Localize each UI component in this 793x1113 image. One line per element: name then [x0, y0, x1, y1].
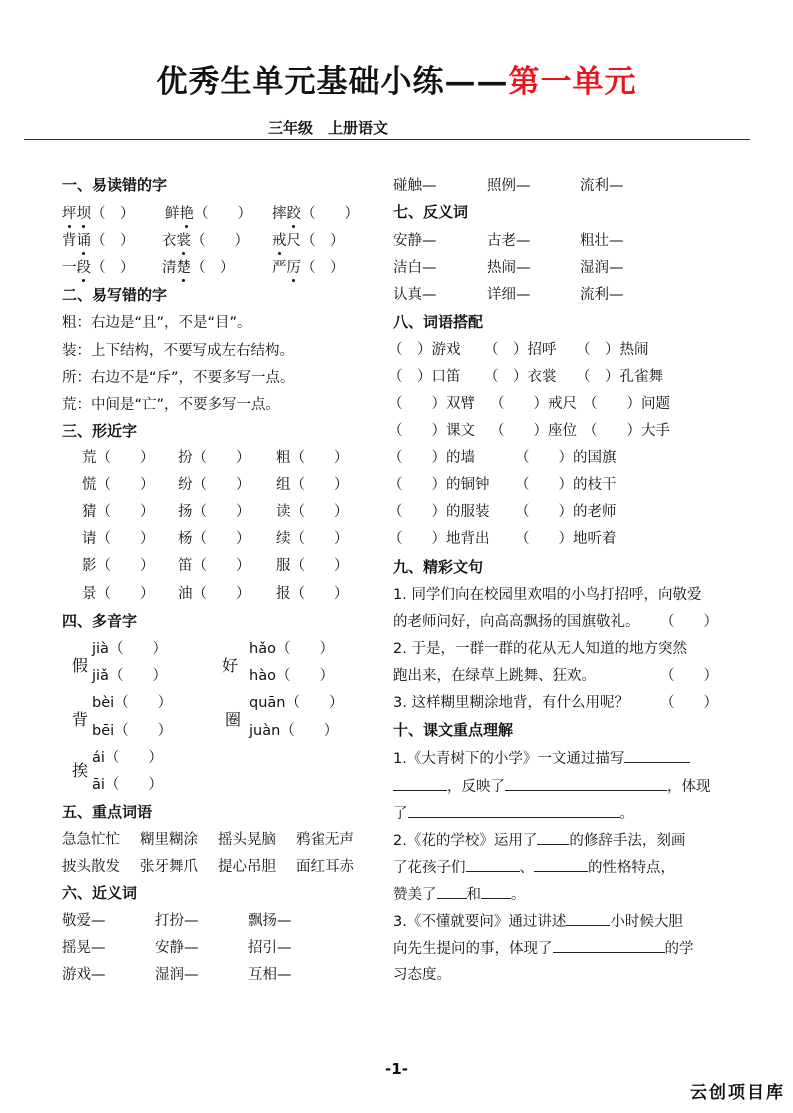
s8-cell: （ ）双臂 — [388, 396, 475, 412]
s10-q3-line1 — [393, 909, 683, 931]
s7-word: 认真— — [393, 287, 437, 303]
s2-line: 所：右边不是“斥”，不要多写一点。 — [62, 370, 295, 386]
poly-char: 假 — [72, 656, 89, 675]
s8-cell: （ ）的老师 — [515, 504, 617, 520]
s3-cell: 纷（ ） — [178, 477, 251, 493]
s8-cell: （ ）戒尺 — [490, 396, 577, 412]
section-3-heading: 三、形近字 — [62, 422, 138, 440]
s3-cell: 组（ ） — [276, 477, 349, 493]
subtitle: 三年级 上册语文 — [268, 119, 389, 137]
s1-item-9 — [272, 256, 345, 277]
blank: （ ） — [301, 233, 345, 249]
char: 厉 — [287, 256, 302, 277]
text: 小时候大胆 — [610, 914, 683, 930]
s8-cell: （ ）大手 — [583, 423, 670, 439]
section-10-heading: 十、课文重点理解 — [393, 721, 514, 739]
char: 一 — [62, 260, 77, 276]
s6-word: 流利— — [580, 178, 624, 194]
poly-reading: āi（ ） — [92, 777, 163, 793]
text: 的性格特点， — [588, 860, 675, 876]
s1-item-6 — [272, 229, 345, 250]
s7-word: 热闹— — [487, 260, 531, 276]
text: 了花孩子们 — [393, 860, 466, 876]
s1-item-5 — [162, 229, 249, 250]
s3-cell: 粗（ ） — [276, 450, 349, 466]
title-main: 优秀生单元基础小练—— — [156, 64, 509, 100]
s6-word: 安静— — [155, 940, 199, 956]
blank: （ ） — [91, 260, 135, 276]
s9-text: 1. 同学们向在校园里欢唱的小鸟打招呼，向敬爱 — [393, 587, 702, 603]
text: 、 — [519, 860, 534, 876]
s7-word: 安静— — [393, 233, 437, 249]
poly-char: 好 — [222, 656, 239, 675]
s3-cell: 服（ ） — [276, 558, 349, 574]
page-title — [0, 56, 793, 101]
section-6-heading: 六、近义词 — [62, 884, 138, 902]
poly-reading: hǎo（ ） — [249, 641, 334, 657]
s10-q1-line2 — [393, 774, 711, 796]
s7-word: 粗壮— — [580, 233, 624, 249]
s8-cell: （ ）的铜钟 — [388, 477, 490, 493]
text: 向先生提问的事，体现了 — [393, 941, 553, 957]
s9-text: 的老师问好，向高高飘扬的国旗敬礼。 — [393, 614, 640, 630]
text: 和 — [466, 887, 481, 903]
section-4-heading: 四、多音字 — [62, 612, 138, 630]
answer-line[interactable] — [408, 801, 620, 818]
s8-cell: （ ）衣裳 — [484, 369, 557, 385]
char: 艳 — [180, 202, 195, 223]
char: 坝 — [77, 202, 92, 223]
s3-cell: 慌（ ） — [82, 477, 155, 493]
blank: （ ） — [301, 260, 345, 276]
text: ，反映了 — [447, 779, 505, 795]
char: 鲜 — [165, 206, 180, 222]
char: 戒 — [272, 229, 287, 250]
s7-word: 详细— — [487, 287, 531, 303]
s3-cell: 景（ ） — [82, 586, 155, 602]
s10-q2-line3 — [393, 882, 526, 904]
s8-cell: （ ）的枝干 — [515, 477, 617, 493]
s2-line: 荒：中间是“亡”，不要多写一点。 — [62, 397, 281, 413]
text: 了 — [393, 806, 408, 822]
poly-char: 背 — [72, 710, 89, 729]
s8-cell: （ ）口笛 — [388, 369, 461, 385]
s6-word: 照例— — [487, 178, 531, 194]
s5-word: 面红耳赤 — [296, 859, 354, 875]
section-5-heading: 五、重点词语 — [62, 803, 153, 821]
char: 严 — [272, 260, 287, 276]
s6-word: 游戏— — [62, 967, 106, 983]
s5-word: 披头散发 — [62, 859, 120, 875]
s6-word: 飘扬— — [248, 913, 292, 929]
s8-cell: （ ）孔雀舞 — [576, 369, 663, 385]
s7-word: 洁白— — [393, 260, 437, 276]
poly-reading: jià（ ） — [92, 641, 167, 657]
s8-cell: （ ）的墙 — [388, 450, 475, 466]
page-number: -1- — [385, 1060, 408, 1078]
s9-text: 跑出来，在绿草上跳舞、狂欢。 — [393, 668, 596, 684]
s9-answer-blank: （ ） — [660, 695, 718, 711]
answer-line[interactable] — [466, 855, 520, 872]
s9-text: 2. 于是，一群一群的花从无人知道的地方突然 — [393, 641, 687, 657]
s3-cell: 油（ ） — [178, 586, 251, 602]
char: 衣 — [162, 233, 177, 249]
s9-text: 3. 这样糊里糊涂地背，有什么用呢？ — [393, 695, 629, 711]
s3-cell: 荒（ ） — [82, 450, 155, 466]
s3-cell: 杨（ ） — [178, 531, 251, 547]
blank: （ ） — [91, 233, 135, 249]
s6-word: 敬爱— — [62, 913, 106, 929]
blank: （ ） — [191, 233, 249, 249]
answer-line[interactable] — [534, 855, 588, 872]
answer-line[interactable] — [624, 746, 690, 763]
s6-word: 打扮— — [155, 913, 199, 929]
char: 清 — [162, 260, 177, 276]
s1-item-1 — [62, 202, 135, 223]
title-highlight: 第一单元 — [508, 64, 637, 100]
answer-line[interactable] — [437, 882, 467, 899]
blank: （ ） — [301, 206, 359, 222]
s6-word: 碰触— — [393, 178, 437, 194]
text: 的修辞手法，刻画 — [569, 833, 686, 849]
s8-cell: （ ）的服装 — [388, 504, 490, 520]
char: 坪 — [62, 202, 77, 223]
text: 1.《大青树下的小学》一文通过描写 — [393, 751, 625, 767]
char: 摔 — [272, 206, 287, 222]
s5-word: 糊里糊涂 — [140, 832, 198, 848]
answer-line[interactable] — [537, 828, 569, 845]
char: 裳 — [177, 229, 192, 250]
text: 赞美了 — [393, 887, 437, 903]
s3-cell: 续（ ） — [276, 531, 349, 547]
s1-item-4 — [62, 229, 135, 250]
char: 诵 — [77, 229, 92, 250]
section-1-heading: 一、易读错的字 — [62, 176, 168, 194]
poly-reading: ái（ ） — [92, 750, 163, 766]
s6-word: 互相— — [248, 967, 292, 983]
header-divider — [24, 139, 750, 140]
answer-line[interactable] — [481, 882, 511, 899]
poly-char: 圈 — [225, 710, 242, 729]
s6-word: 摇晃— — [62, 940, 106, 956]
answer-line[interactable] — [393, 774, 447, 791]
s6-word: 招引— — [248, 940, 292, 956]
s7-word: 流利— — [580, 287, 624, 303]
blank: （ ） — [194, 206, 252, 222]
s8-cell: （ ）座位 — [490, 423, 577, 439]
watermark: 云创项目库 — [690, 1083, 785, 1103]
s3-cell: 笛（ ） — [178, 558, 251, 574]
text: 的学 — [664, 941, 694, 957]
s3-cell: 猜（ ） — [82, 504, 155, 520]
poly-char: 挨 — [72, 761, 89, 780]
blank: （ ） — [191, 260, 235, 276]
s5-word: 急急忙忙 — [62, 832, 120, 848]
s2-line: 装：上下结构，不要写成左右结构。 — [62, 343, 294, 359]
s8-cell: （ ）地听着 — [515, 531, 617, 547]
s5-word: 张牙舞爪 — [140, 859, 198, 875]
s3-cell: 影（ ） — [82, 558, 155, 574]
s10-q1-line3 — [393, 801, 634, 823]
blank: （ ） — [91, 206, 135, 222]
s8-cell: （ ）课文 — [388, 423, 475, 439]
char: 背 — [62, 233, 77, 249]
s7-word: 古老— — [487, 233, 531, 249]
s10-q3-line2 — [393, 936, 694, 958]
s3-cell: 报（ ） — [276, 586, 349, 602]
s8-cell: （ ）地背出 — [388, 531, 490, 547]
s8-cell: （ ）招呼 — [484, 342, 557, 358]
char: 段 — [77, 256, 92, 277]
s3-cell: 扮（ ） — [178, 450, 251, 466]
s5-word: 摇头晃脑 — [218, 832, 276, 848]
poly-reading: juàn（ ） — [249, 723, 339, 739]
s1-item-7 — [62, 256, 135, 277]
s3-cell: 读（ ） — [276, 504, 349, 520]
s10-q2-line2 — [393, 855, 675, 877]
char: 楚 — [177, 256, 192, 277]
text: 。 — [511, 887, 526, 903]
text: 2.《花的学校》运用了 — [393, 833, 538, 849]
text: 3.《不懂就要问》通过讲述 — [393, 914, 567, 930]
poly-reading: bēi（ ） — [92, 723, 173, 739]
s5-word: 鸦雀无声 — [296, 832, 354, 848]
text: 。 — [619, 806, 634, 822]
poly-reading: hào（ ） — [249, 668, 334, 684]
s3-cell: 请（ ） — [82, 531, 155, 547]
answer-line[interactable] — [505, 774, 667, 791]
answer-line[interactable] — [566, 909, 610, 926]
section-7-heading: 七、反义词 — [393, 203, 469, 221]
char: 跤 — [287, 202, 302, 223]
s8-cell: （ ）游戏 — [388, 342, 461, 358]
s9-answer-blank: （ ） — [660, 614, 718, 630]
s10-q3-line3: 习态度。 — [393, 967, 451, 983]
text: ，体现 — [667, 779, 711, 795]
s9-answer-blank: （ ） — [660, 668, 718, 684]
poly-reading: bèi（ ） — [92, 695, 173, 711]
s7-word: 湿润— — [580, 260, 624, 276]
poly-reading: quān（ ） — [249, 695, 344, 711]
answer-line[interactable] — [553, 936, 665, 953]
s10-q1-line1 — [393, 746, 690, 768]
poly-reading: jiǎ（ ） — [92, 668, 167, 684]
s1-item-8 — [162, 256, 235, 277]
s8-cell: （ ）的国旗 — [515, 450, 617, 466]
s2-line: 粗：右边是“且”，不是“目”。 — [62, 315, 252, 331]
s8-cell: （ ）问题 — [583, 396, 670, 412]
section-2-heading: 二、易写错的字 — [62, 286, 168, 304]
char: 尺 — [286, 233, 301, 249]
s6-word: 湿润— — [155, 967, 199, 983]
s8-cell: （ ）热闹 — [576, 342, 649, 358]
s10-q2-line1 — [393, 828, 685, 850]
s1-item-2 — [165, 202, 252, 223]
s1-item-3 — [272, 202, 359, 223]
section-9-heading: 九、精彩文句 — [393, 558, 484, 576]
s5-word: 提心吊胆 — [218, 859, 276, 875]
section-8-heading: 八、词语搭配 — [393, 313, 484, 331]
s3-cell: 扬（ ） — [178, 504, 251, 520]
